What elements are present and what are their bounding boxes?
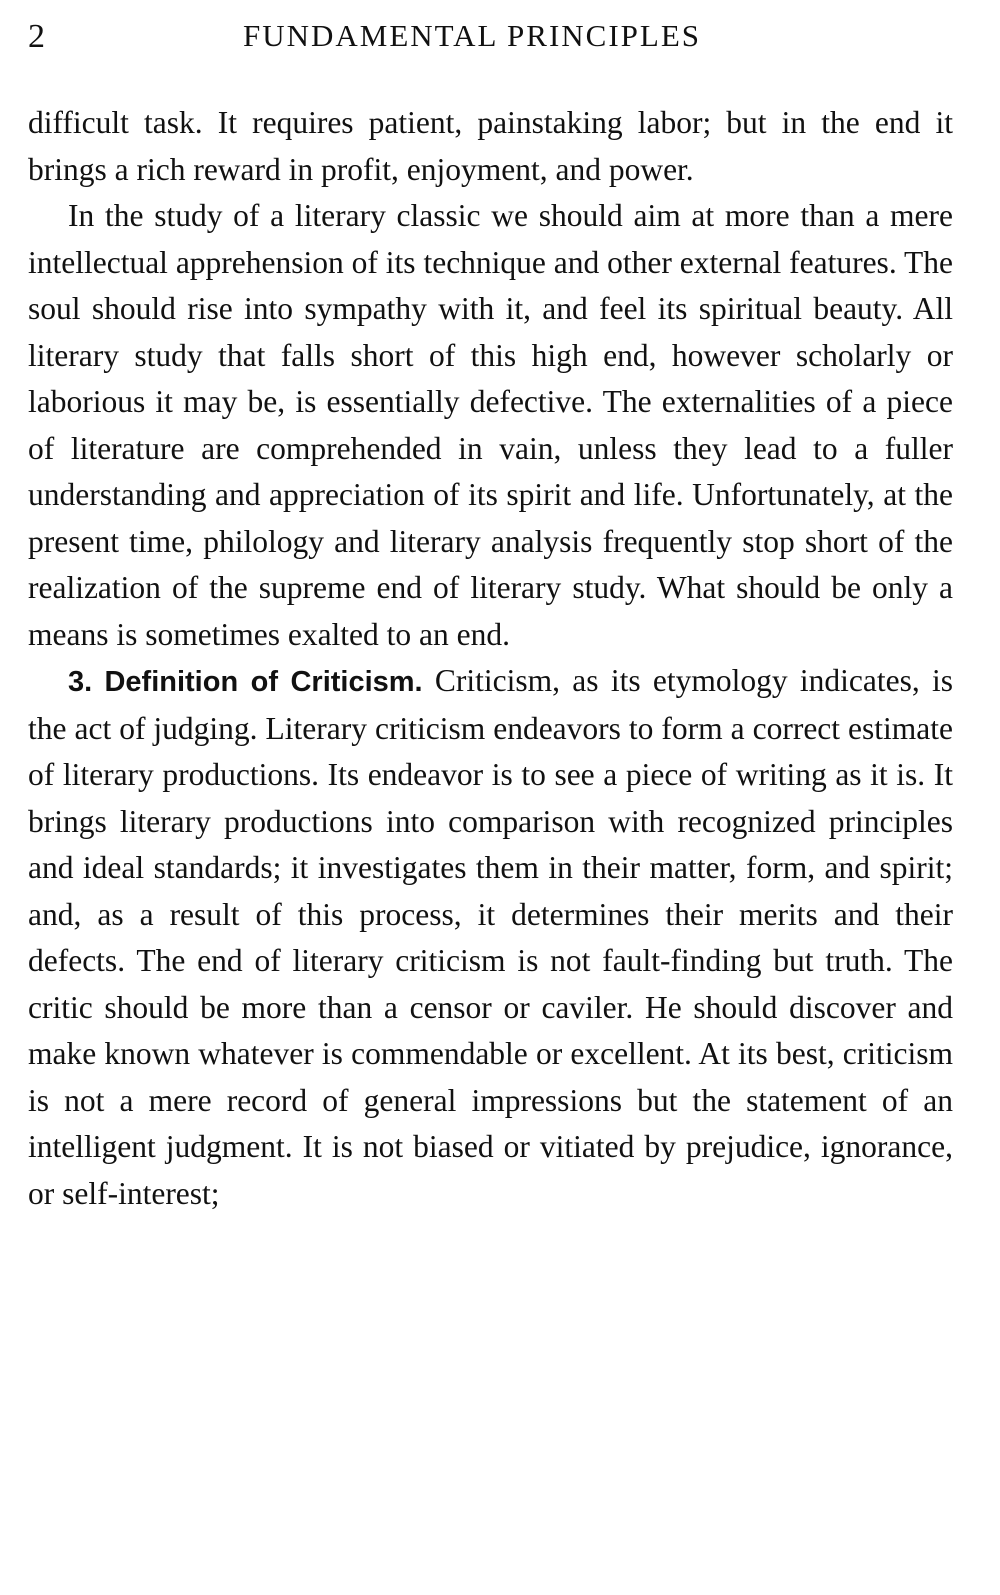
section-heading: Definition of Criticism. bbox=[104, 666, 423, 698]
section-body-text: Criticism, as its etymology indicates, is the act of judging. Literary criticism endeavors to form a correct estimate of literary productions. Its endeavor is to see a piece of writing as it is. It brings literary productions into comparison with recognized principles and ideal standards; it investigates them in their matter, form, and spirit; and, as a result of this process, it determines their merits and their defects. The end of literary criticism is not fault-finding but truth. The critic should be more than a censor or caviler. He should discover and make known whatever is commendable or excellent. At its best, criticism is not a mere record of general impressions but the statement of an intelligent judgment. It is not biased or vitiated by prejudice, ignorance, or self-interest; bbox=[28, 663, 953, 1211]
section-number: 3. bbox=[68, 666, 93, 698]
paragraph-definition-of-criticism bbox=[28, 658, 953, 1217]
running-head bbox=[28, 14, 953, 66]
paragraph-literary-classic: In the study of a literary classic we should aim at more than a mere intellectual apprehension of its technique and other external features. The soul should rise into sympathy with it, and feel its spiritual beauty. All literary study that falls short of this high end, however scholarly or laborious it may be, is essentially defective. The externalities of a piece of literature are comprehended in vain, unless they lead to a fuller understanding and appreciation of its spirit and life. Unfortunately, at the present time, philology and literary analysis frequently stop short of the realization of the supreme end of literary study. What should be only a means is sometimes exalted to an end. bbox=[28, 198, 953, 652]
running-title: FUNDAMENTAL PRINCIPLES bbox=[243, 18, 702, 53]
page-number: 2 bbox=[28, 18, 45, 55]
body-text bbox=[28, 100, 953, 1217]
book-page bbox=[28, 14, 953, 1217]
paragraph-continuation: difficult task. It requires patient, painstaking labor; but in the end it brings a rich reward in profit, enjoyment, and power. bbox=[28, 105, 953, 187]
